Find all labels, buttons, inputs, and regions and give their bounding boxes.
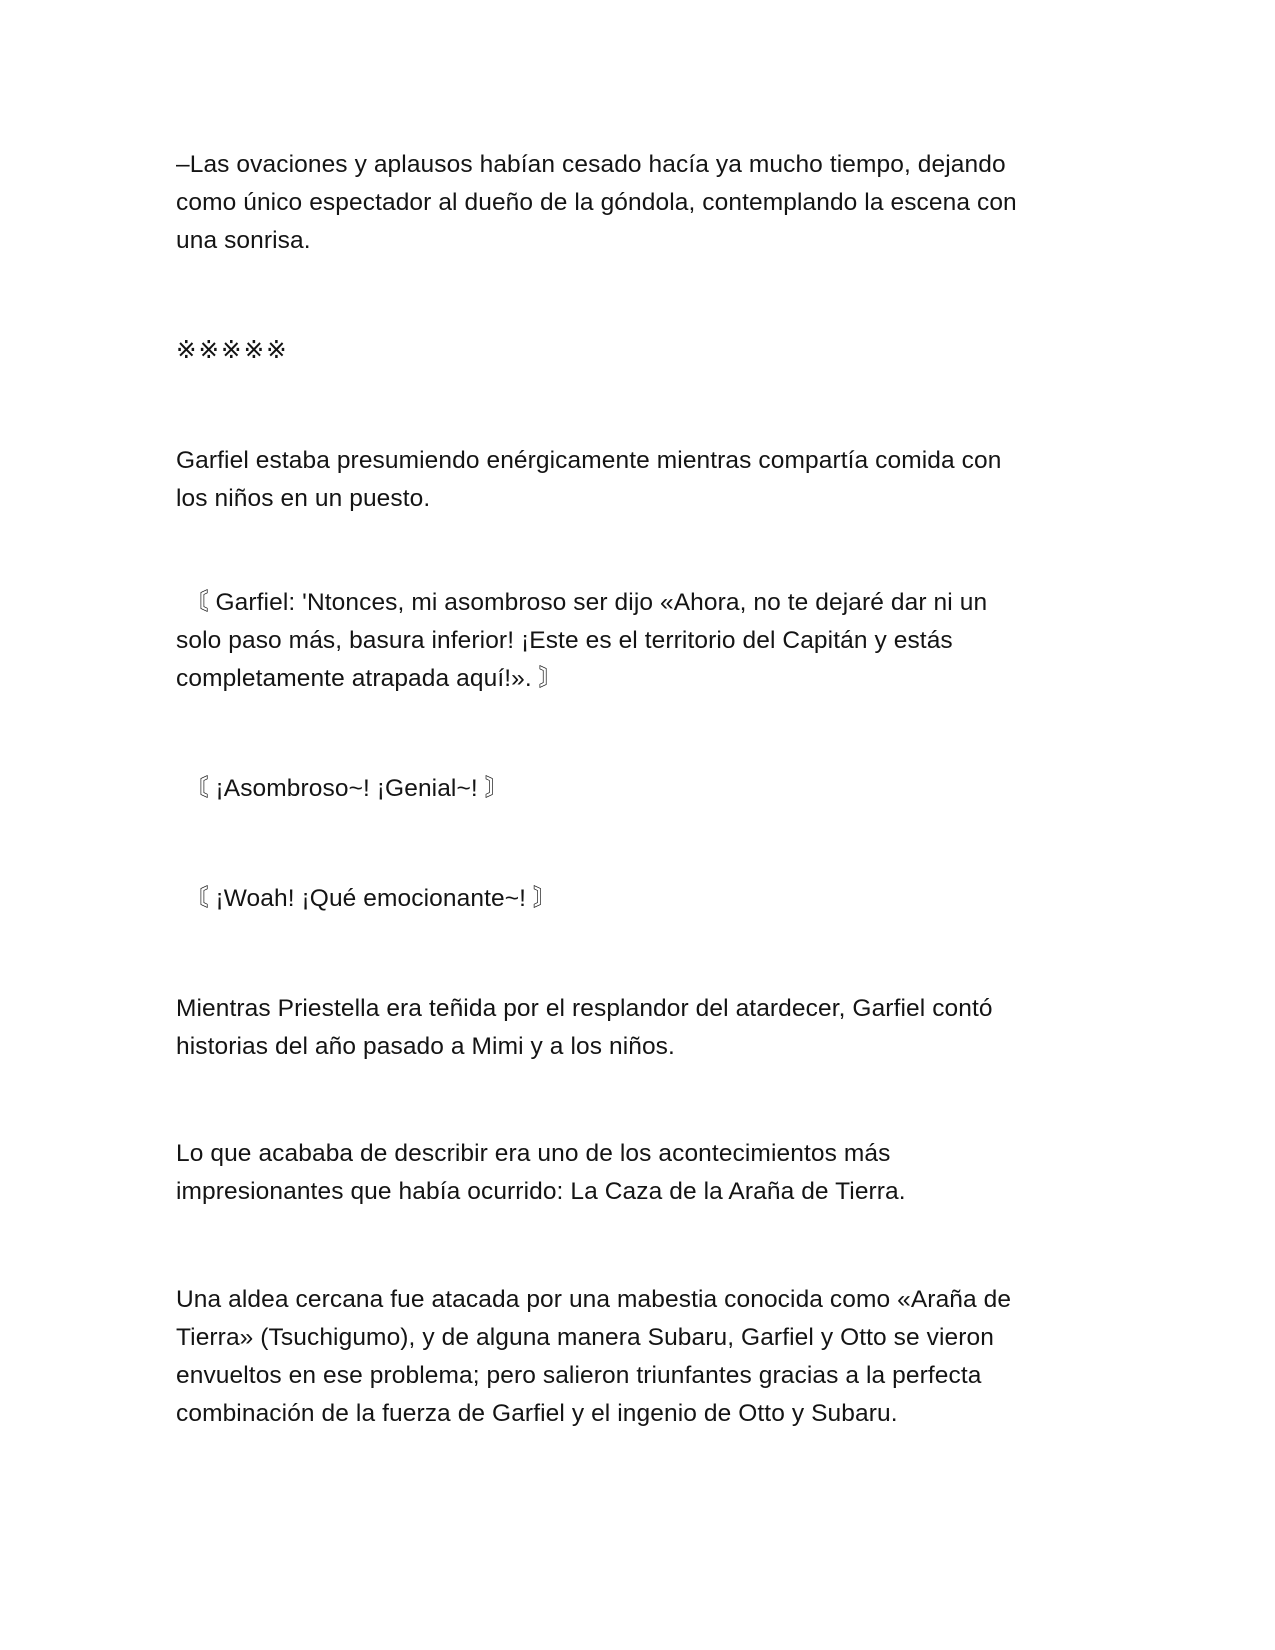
text-line: completamente atrapada aquí!». 〙 xyxy=(176,665,564,692)
text-line: 〘 ¡Asombroso~! ¡Genial~! 〙 xyxy=(184,775,510,802)
paragraph-ovations xyxy=(176,146,1096,260)
text-line: Lo que acababa de describir era uno de los acontecimientos más xyxy=(176,1140,891,1167)
dialogue-children-woah xyxy=(176,880,1096,918)
text-line: Tierra» (Tsuchigumo), y de alguna manera Subaru, Garfiel y Otto se vieron xyxy=(176,1324,994,1351)
text-line: Garfiel estaba presumiendo enérgicamente mientras compartía comida con xyxy=(176,447,1002,474)
paragraph-garfiel-boasting xyxy=(176,442,1096,518)
text-line: impresionantes que había ocurrido: La Caza de la Araña de Tierra. xyxy=(176,1178,906,1205)
scene-break-separator xyxy=(176,332,1096,370)
text-line: –Las ovaciones y aplausos habían cesado hacía ya mucho tiempo, dejando xyxy=(176,151,1006,178)
text-line: ※※※※※ xyxy=(176,337,289,364)
text-line: Mientras Priestella era teñida por el resplandor del atardecer, Garfiel contó xyxy=(176,995,993,1022)
text-line: Una aldea cercana fue atacada por una mabestia conocida como «Araña de xyxy=(176,1286,1012,1313)
text-line: 〘 Garfiel: 'Ntonces, mi asombroso ser dijo «Ahora, no te dejaré dar ni un xyxy=(184,589,988,616)
paragraph-earth-spider-hunt xyxy=(176,1135,1096,1211)
text-line: los niños en un puesto. xyxy=(176,485,431,512)
text-line: historias del año pasado a Mimi y a los niños. xyxy=(176,1033,675,1060)
text-line: combinación de la fuerza de Garfiel y el ingenio de Otto y Subaru. xyxy=(176,1400,898,1427)
text-line: envueltos en ese problema; pero salieron triunfantes gracias a la perfecta xyxy=(176,1362,982,1389)
text-line: 〘 ¡Woah! ¡Qué emocionante~! 〙 xyxy=(184,885,558,912)
dialogue-garfiel xyxy=(176,584,1096,698)
dialogue-children-amazing xyxy=(176,770,1096,808)
text-line: solo paso más, basura inferior! ¡Este es el territorio del Capitán y estás xyxy=(176,627,953,654)
paragraph-priestella-sunset xyxy=(176,990,1096,1066)
text-line: como único espectador al dueño de la góndola, contemplando la escena con xyxy=(176,189,1017,216)
text-line: una sonrisa. xyxy=(176,227,311,254)
paragraph-village-attack xyxy=(176,1281,1096,1433)
